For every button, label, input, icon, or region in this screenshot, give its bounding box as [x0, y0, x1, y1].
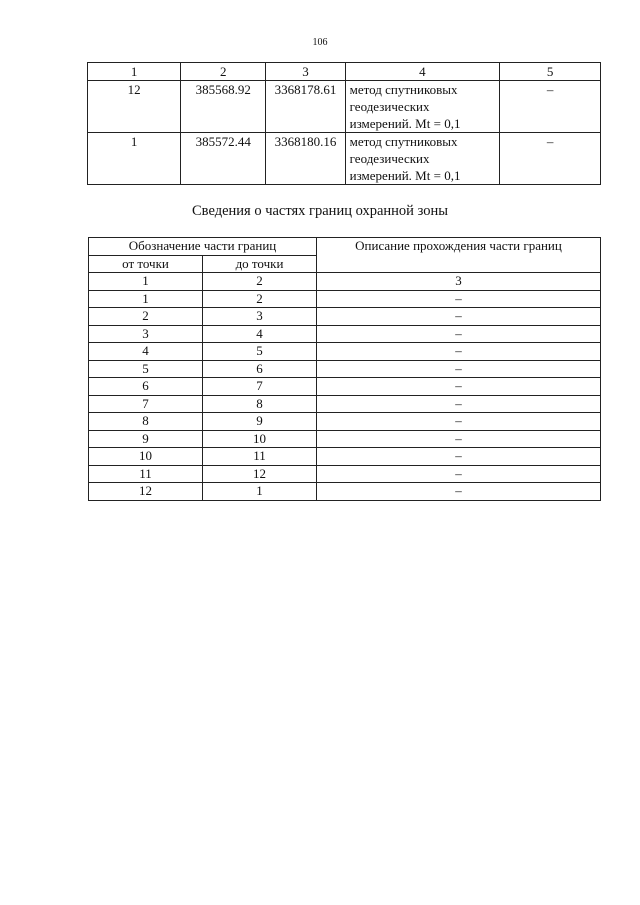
description: – — [317, 308, 601, 326]
to-point: 6 — [203, 360, 317, 378]
from-point: 9 — [89, 430, 203, 448]
to-point: 11 — [203, 448, 317, 466]
coordinate-x: 385568.92 — [181, 81, 266, 133]
table-row — [89, 430, 601, 448]
table-row — [89, 325, 601, 343]
from-point: 8 — [89, 413, 203, 431]
method-line: геодезических — [349, 99, 430, 114]
from-point: 12 — [89, 483, 203, 501]
to-point: 10 — [203, 430, 317, 448]
description: – — [317, 360, 601, 378]
to-point: 2 — [203, 290, 317, 308]
header-cell: 5 — [500, 63, 601, 81]
header-cell: 2 — [181, 63, 266, 81]
header-cell: 1 — [88, 63, 181, 81]
coordinates-header-row — [88, 63, 601, 81]
table-row — [89, 290, 601, 308]
method-line: измерений. Mt = 0,1 — [349, 116, 461, 131]
table-row — [89, 378, 601, 396]
from-point: 5 — [89, 360, 203, 378]
method-cell — [345, 133, 500, 185]
coordinate-y: 3368178.61 — [266, 81, 345, 133]
table-row — [89, 360, 601, 378]
to-point: 8 — [203, 395, 317, 413]
to-point: 1 — [203, 483, 317, 501]
table-row — [89, 413, 601, 431]
to-point: 7 — [203, 378, 317, 396]
table-row — [89, 308, 601, 326]
to-point: 3 — [203, 308, 317, 326]
description: – — [317, 413, 601, 431]
to-point-header: до точки — [203, 255, 317, 273]
table-row — [89, 465, 601, 483]
table-row — [89, 395, 601, 413]
to-point: 5 — [203, 343, 317, 361]
coordinates-table — [87, 62, 601, 185]
table-row — [88, 133, 601, 185]
page-number: 106 — [312, 37, 328, 48]
description-header: Описание прохождения части границ — [317, 238, 601, 273]
from-point: 6 — [89, 378, 203, 396]
from-point: 7 — [89, 395, 203, 413]
boundary-parts-table — [88, 237, 601, 501]
description: – — [317, 290, 601, 308]
description: – — [317, 430, 601, 448]
description: – — [317, 448, 601, 466]
description: – — [317, 465, 601, 483]
method-line: геодезических — [349, 151, 430, 166]
to-point: 9 — [203, 413, 317, 431]
header-cell: 4 — [345, 63, 500, 81]
coordinate-x: 385572.44 — [181, 133, 266, 185]
table-row — [89, 343, 601, 361]
description: – — [317, 378, 601, 396]
numbering-cell: 3 — [317, 273, 601, 291]
description: – — [317, 395, 601, 413]
from-point: 2 — [89, 308, 203, 326]
numbering-cell: 2 — [203, 273, 317, 291]
from-point-header: от точки — [89, 255, 203, 273]
to-point: 12 — [203, 465, 317, 483]
header-cell: 3 — [266, 63, 345, 81]
description: – — [317, 325, 601, 343]
table-row — [89, 483, 601, 501]
numbering-cell: 1 — [89, 273, 203, 291]
parts-numbering-row — [89, 273, 601, 291]
designation-header: Обозначение части границ — [89, 238, 317, 256]
table-row — [89, 448, 601, 466]
note-cell: – — [500, 81, 601, 133]
coordinate-y: 3368180.16 — [266, 133, 345, 185]
method-cell — [345, 81, 500, 133]
method-line: метод спутниковых — [349, 134, 458, 149]
description: – — [317, 483, 601, 501]
from-point: 4 — [89, 343, 203, 361]
description: – — [317, 343, 601, 361]
from-point: 11 — [89, 465, 203, 483]
section-title: Сведения о частях границ охранной зоны — [192, 203, 448, 219]
from-point: 10 — [89, 448, 203, 466]
method-line: метод спутниковых — [349, 82, 458, 97]
method-line: измерений. Mt = 0,1 — [349, 168, 461, 183]
from-point: 3 — [89, 325, 203, 343]
table-row — [88, 81, 601, 133]
note-cell: – — [500, 133, 601, 185]
from-point: 1 — [89, 290, 203, 308]
to-point: 4 — [203, 325, 317, 343]
parts-header-row — [89, 238, 601, 256]
point-number: 12 — [88, 81, 181, 133]
point-number: 1 — [88, 133, 181, 185]
